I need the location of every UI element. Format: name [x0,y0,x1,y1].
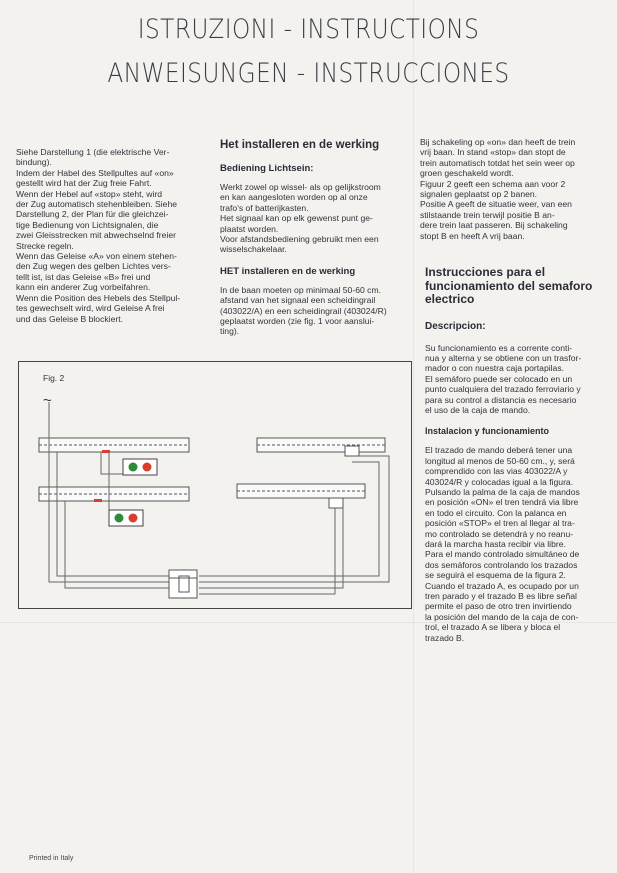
spanish-text-2: El trazado de mando deberá tener una longitud al menos de 50-60 cm., y, será comprendido con las vias 403022/A y 403024/R y colocadas igual a la figura. Pulsando la palma de la caja de mandos en posición «ON» el tren tendrá via libre en todo el circuito. Con la palanca en posición «STOP» el tren al llegar al tra- mo controlado se detendrá y no reanu- dará la marcha hasta recibir via libre. Para el mando controlado simultáneo de dos semáforos controlando los trazados se seguirá el esquema de la figura 2. Cuando el trazado A, es ocupado por un tren parado y el trazado B es libre señal permite el paso de otro tren invirtiendo la posición del mando de la caja de con- trol, el trazado A se libera y bloca el trazado B. [425,445,580,643]
track-b-left [39,487,189,501]
isolation-mark-b [94,499,102,502]
dutch-text-1: Werkt zowel op wissel- als op gelijkstroom en kan aangesloten worden op al onze trafo's of batterijkasten. Het signaal kan op elk gewenst punt ge- plaatst worden. Voor afstandsbediening gebruikt men een wisselschakelaar. [220,182,381,255]
ac-symbol: ~ [43,392,52,409]
dutch-text-3: Bij schakeling op «on» dan heeft de trein vrij baan. In stand «stop» dan stopt de trein automatisch totdat het sein weer op groen geschakeld wordt. Figuur 2 geeft een schema aan voor 2 signalen geplaatst op 2 banen. Positie A geeft de situatie weer, van een stilstaande trein terwijl positie B an- dere trein laat passeren. Bij schakeling stopt B en heeft A vrij baan. [420,137,576,241]
signal-a [123,459,157,475]
dutch-text-2: In de baan moeten op minimaal 50-60 cm. afstand van het signaal een scheidingrail (403022/A) en een scheidingrail (403024/R) geplaatst worden (zie fig. 1 voor aanslui- ting). [220,284,387,337]
german-column [16,147,192,324]
title-line-2: ANWEISUNGEN - INSTRUCCIONES [107,58,510,89]
track-b-right [237,484,365,508]
spanish-heading: Instrucciones para el funcionamiento del semaforo electrico [425,265,593,306]
spanish-subheading-1: Descripcion: [425,320,486,332]
track-a-left [39,438,189,452]
figure-2-diagram [18,361,412,609]
dutch-column-right [420,137,602,241]
spanish-text-1: Su funcionamiento es a corrente conti- nua y alterna y se obtiene con un trasfor- mador o con nuestra caja portapilas. El semáforo puede ser colocado en un punto cualquiera del trazado ferroviario y para su control a distancia es necesario el uso de la caja de mando. [425,342,582,415]
dutch-subheading-1: Bediening Lichtsein: [220,163,314,174]
dutch-subheading-2: HET installeren en de werking [220,265,356,277]
figure-label: Fig. 2 [43,373,65,383]
german-text: Siehe Darstellung 1 (die elektrische Ver- bindung). Indem der Habel des Stellpultes auf «on» gestellt wird hat der Zug freie Fahrt. Wenn der Hebel auf «stop» steht, wird der Zug automatisch stehenbleiben. Siehe Darstellung 2, der Plan für die gleichzei- tige Bedienung von Lichtsignalen, die zwei Gleisstrecken mit abwechselnd freier Strecke regeln. Wenn das Geleise «A» von einem stehen- den Zug wegen des gelben Lichtes vers- tellt ist, ist das Geleise «B» frei und kann ein anderer Zug vorbeifahren. Wenn die Position des Hebels des Stellpul- tes gewechselt wird, wird Geleise A frei und das Geleise B blockiert. [16,147,181,324]
dutch-column-left [220,139,398,337]
paper-crease-vertical [413,0,414,873]
dutch-heading: Het installeren en de werking [220,139,380,151]
title-line-1: ISTRUZIONI - INSTRUCTIONS [137,14,480,45]
spanish-subheading-2: Instalacion y funcionamiento [425,426,550,437]
track-a-right [257,438,385,456]
spanish-column [425,266,603,643]
wiring-schematic [19,362,411,608]
printed-in-italy: Printed in Italy [29,855,74,862]
control-box [169,570,197,598]
isolation-mark-a [102,450,110,453]
signal-b [109,510,143,526]
